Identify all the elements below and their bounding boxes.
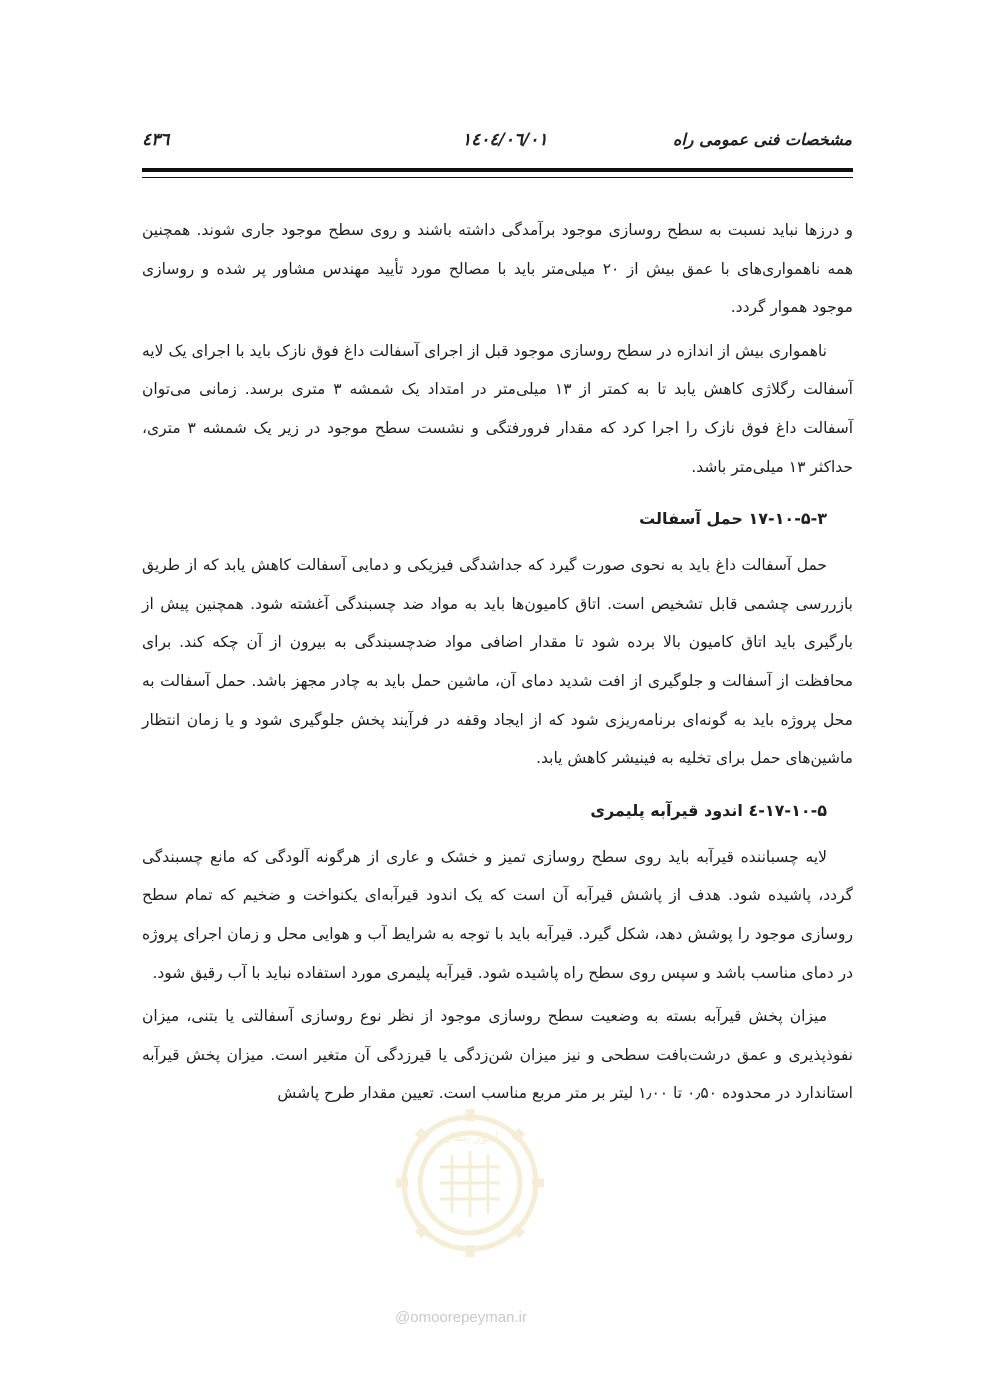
paragraph-tack-coat-rate: میزان پخش قیرآبه بسته به وضعیت سطح روسازی موجود از نظر نوع روسازی آسفالتی یا بتنی، میزان نفوذپذیری و عمق درشت‌بافت سطحی و نیز میزان شن‌زدگی یا قیرزدگی آن متغیر است. میزان پخش قیرآبه استاندارد در محدوده ۰٫۵۰ تا ۱٫۰۰ لیتر بر متر مربع مناسب است. تعیین مقدار طرح پاشش xyxy=(142,1007,853,1103)
paragraph-unevenness: ناهمواری بیش از اندازه در سطح روسازی موجود قبل از اجرای آسفالت داغ فوق نازک باید با اجرای یک لایه آسفالت رگلاژی کاهش یابد تا به کمتر از ۱۳ میلی‌متر در امتداد یک شمشه ۳ متری برسد. زمانی می‌توان آسفالت داغ فوق نازک را اجرا کرد که مقدار فرورفتگی و نشست سطح موجود در زیر یک شمشه ۳ متری، حداکثر ۱۳ میلی‌متر باشد. xyxy=(142,341,853,476)
header-rule-thick xyxy=(142,168,853,172)
paragraph-asphalt-transport: حمل آسفالت داغ باید به نحوی صورت گیرد که جداشدگی فیزیکی و دمایی آسفالت کاهش یابد که از طریق بازررسی چشمی قابل تشخیص است. اتاق کامیون‌ها باید به مواد ضد چسبندگی آغشته شود. همچنین پیش از بارگیری باید اتاق کامیون بالا برده شود تا مقدار اضافی مواد ضدچسبندگی به بیرون از آن چکه کند. برای محافظت از آسفالت و جلوگیری از افت شدید دمای آن، ماشین حمل باید به چادر مجهز باشد. حمل آسفالت به محل پروژه باید به گونه‌ای برنامه‌ریزی شود که از ایجاد وقفه در فرآیند پخش جلوگیری شود و یا زمان انتظار ماشین‌های حمل برای تخلیه به فینیشر کاهش یابد. xyxy=(142,556,853,768)
section-heading-asphalt-transport: ۱۷-۱۰-۵-۳ حمل آسفالت xyxy=(639,509,827,529)
document-title: مشخصات فنی عمومی راه xyxy=(672,130,852,149)
svg-text:امور پیمان: امور پیمان xyxy=(441,1130,499,1145)
paragraph-surface-joints: و درزها نباید نسبت به سطح روسازی موجود برآمدگی داشته باشند و روی سطح موجود جاری شوند. همچنین همه ناهمواری‌های با عمق بیش از ۲۰ میلی‌متر باید با مصالح مورد تأیید مهندس مشاور پر شده و روسازی موجود هموار گردد. xyxy=(142,221,853,317)
paragraph-tack-coat-application: لایه چسباننده قیرآبه باید روی سطح روسازی تمیز و خشک و عاری از هرگونه آلودگی که مانع چسبندگی گردد، پاشیده شود. هدف از پاشش قیرآبه آن است که یک اندود قیرآبه‌ای یکنواخت و ضخیم که تمام سطح روسازی موجود را پوشش دهد، شکل گیرد. قیرآبه باید با توجه به شرایط آب و هوایی محل و زمان اجرای پروژه در دمای مناسب باشد و سپس روی سطح راه پاشیده شود. قیرآبه پلیمری مورد استفاده نباید با آب رقیق شود. xyxy=(142,847,853,982)
header-rule-thin xyxy=(142,177,853,178)
header-date: ١٤٠٤/٠٦/٠١ xyxy=(462,130,548,150)
section-heading-polymer-tack-coat: ۱۷-۱۰-۵-٤ اندود قیرآبه پلیمری xyxy=(590,800,827,820)
gear-emblem-icon xyxy=(392,1105,548,1261)
page-number: ٤٣٦ xyxy=(142,130,170,150)
page-header xyxy=(142,128,852,156)
watermark-site: @omoorepeyman.ir xyxy=(395,1309,527,1326)
page-body xyxy=(142,211,853,1113)
